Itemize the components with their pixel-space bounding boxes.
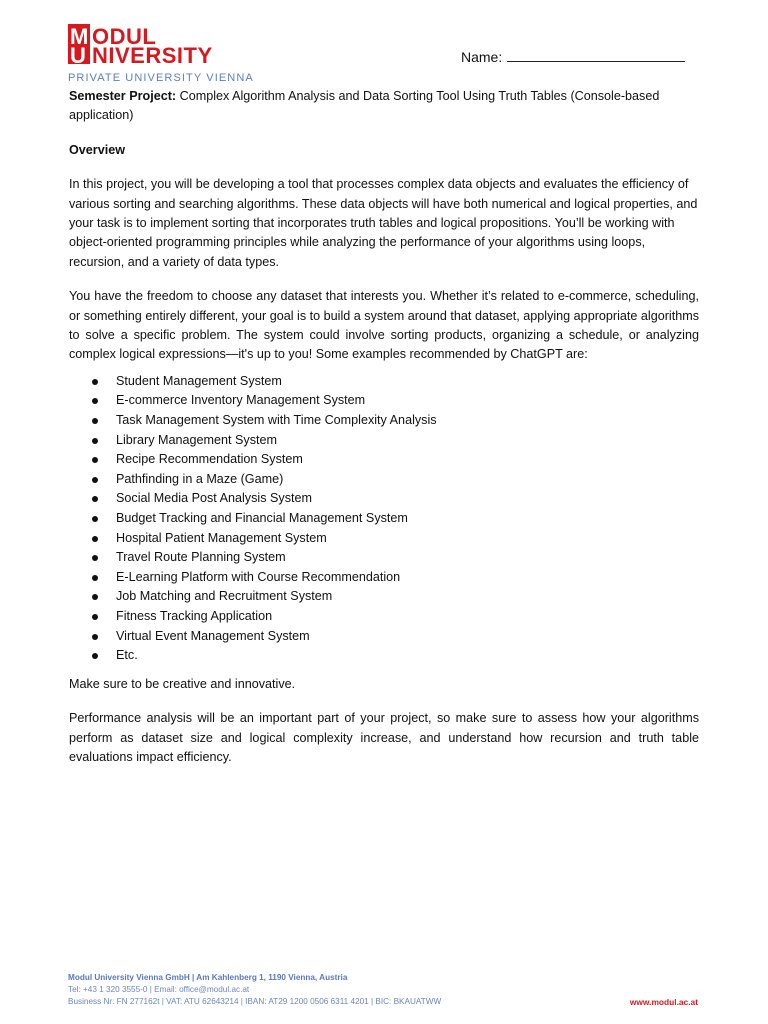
paragraph-performance: Performance analysis will be an important part of your project, so make sure to assess how your algorithms perform as dataset size and logical complexity increase, and understand how recursion and truth table evaluations impact efficiency. [69, 711, 699, 764]
list-item: Recipe Recommendation System [69, 450, 699, 470]
bullet-icon [92, 457, 98, 463]
paragraph-intro: In this project, you will be developing a tool that processes complex data objects and evaluates the efficiency of various sorting and searching algorithms. These data objects will have both numerical and logical properties, and your task is to implement sorting that incorporates truth tables and logical propositions. You’ll be working with object-oriented programming principles while analyzing the performance of your algorithms using loops, recursion, and a variety of data types. [69, 177, 698, 269]
project-title-label: Semester Project: [69, 89, 177, 103]
document-body [69, 87, 699, 767]
logo-word-university: NIVERSITY [92, 43, 213, 68]
bullet-icon [92, 614, 98, 620]
logo-initial-u: U [70, 43, 86, 68]
footer-address: Modul University Vienna GmbH | Am Kahlenberg 1, 1190 Vienna, Austria [68, 973, 348, 982]
logo-initial-m: M [70, 24, 89, 49]
bullet-icon [92, 418, 98, 424]
footer-contact: Tel: +43 1 320 3555-0 | Email: office@modul.ac.at [68, 985, 250, 994]
modul-university-logo [68, 24, 268, 88]
list-item: Travel Route Planning System [69, 548, 699, 568]
examples-list [69, 372, 699, 666]
bullet-icon [92, 634, 98, 640]
list-item: Task Management System with Time Complexity Analysis [69, 411, 699, 431]
bullet-icon [92, 555, 98, 561]
overview-heading: Overview [69, 142, 126, 157]
list-item: Student Management System [69, 372, 699, 392]
name-field [461, 48, 685, 65]
logo-subtitle: PRIVATE UNIVERSITY VIENNA [68, 72, 254, 84]
list-item: Hospital Patient Management System [69, 529, 699, 549]
list-item: Etc. [69, 646, 699, 666]
project-title-text: Complex Algorithm Analysis and Data Sorting Tool Using Truth Tables (Console-based application) [69, 89, 660, 123]
bullet-icon [92, 653, 98, 659]
footer-website-link[interactable]: www.modul.ac.at [629, 997, 698, 1007]
bullet-icon [92, 477, 98, 483]
list-item: Virtual Event Management System [69, 627, 699, 647]
bullet-icon [92, 379, 98, 385]
list-item: E-commerce Inventory Management System [69, 391, 699, 411]
list-item: Job Matching and Recruitment System [69, 587, 699, 607]
bullet-icon [92, 438, 98, 444]
paragraph-creative: Make sure to be creative and innovative. [69, 676, 296, 691]
bullet-icon [92, 536, 98, 542]
list-item: E-Learning Platform with Course Recommendation [69, 568, 699, 588]
footer-business-info: Business Nr: FN 277162t | VAT: ATU 62643214 | IBAN: AT29 1200 0506 6311 4201 | BIC: BKAUATWW [68, 997, 442, 1006]
name-label: Name: [461, 49, 503, 65]
bullet-icon [92, 496, 98, 502]
bullet-icon [92, 594, 98, 600]
page-footer [68, 972, 698, 1008]
list-item: Pathfinding in a Maze (Game) [69, 470, 699, 490]
bullet-icon [92, 516, 98, 522]
list-item: Social Media Post Analysis System [69, 489, 699, 509]
bullet-icon [92, 575, 98, 581]
paragraph-dataset: You have the freedom to choose any dataset that interests you. Whether it’s related to e-commerce, scheduling, or something entirely different, your goal is to build a system around that dataset, applying appropriate algorithms to solve a specific problem. The system could involve sorting products, organizing a schedule, or analyzing complex logical expressions—it's up to you! Some examples recommended by ChatGPT are: [69, 289, 699, 362]
list-item: Library Management System [69, 431, 699, 451]
list-item: Fitness Tracking Application [69, 607, 699, 627]
name-blank-line [507, 48, 685, 62]
project-title [69, 87, 699, 126]
logo-word-modul: ODUL [92, 24, 157, 49]
bullet-icon [92, 398, 98, 404]
list-item: Budget Tracking and Financial Management System [69, 509, 699, 529]
